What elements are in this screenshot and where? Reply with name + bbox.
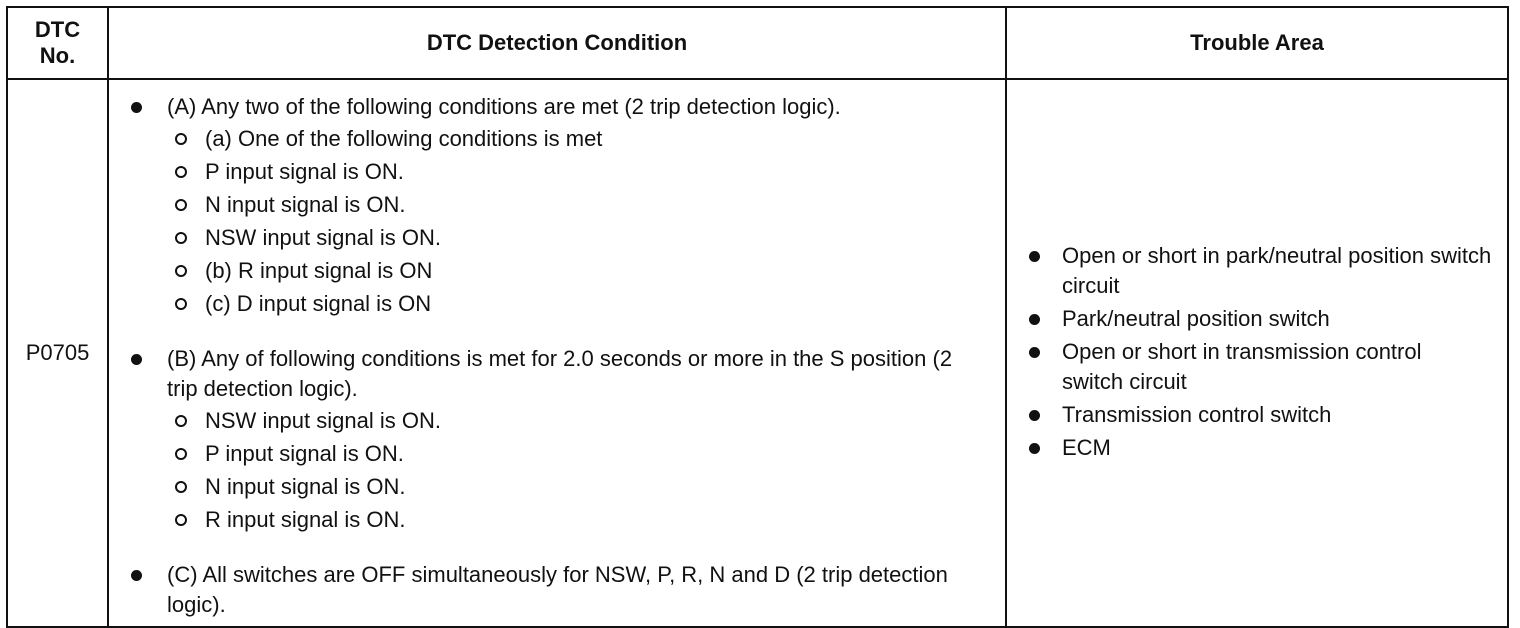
trouble-area-text: Park/neutral position switch xyxy=(1062,305,1330,331)
list-item xyxy=(1029,304,1497,334)
ring-bullet-icon xyxy=(175,199,187,211)
sub-condition: NSW input signal is ON. xyxy=(205,225,441,250)
condition-text: (C) All switches are OFF simultaneously for NSW, P, R, N and D (2 trip detection logic). xyxy=(167,562,948,617)
trouble-area-text: Open or short in transmission control switch circuit xyxy=(1062,338,1422,394)
ring-bullet-icon xyxy=(175,133,187,145)
sub-condition: P input signal is ON. xyxy=(205,159,404,184)
sub-condition: (a) One of the following conditions is met xyxy=(205,126,603,151)
header-trouble-area: Trouble Area xyxy=(1006,7,1508,79)
ring-bullet-icon xyxy=(175,265,187,277)
ring-bullet-icon xyxy=(175,232,187,244)
trouble-area-text: Open or short in park/neutral position switch circuit xyxy=(1062,242,1492,298)
header-detection-condition: DTC Detection Condition xyxy=(108,7,1006,79)
list-item xyxy=(1029,241,1497,301)
sub-condition: (c) D input signal is ON xyxy=(205,291,432,316)
condition-group-a xyxy=(131,92,995,320)
bullet-icon xyxy=(131,570,142,581)
ring-bullet-icon xyxy=(175,415,187,427)
header-dtc-no: DTC No. xyxy=(7,7,108,79)
sub-condition: R input signal is ON. xyxy=(205,507,406,532)
ring-bullet-icon xyxy=(175,298,187,310)
header-row xyxy=(7,7,1508,79)
trouble-area-text: ECM xyxy=(1062,434,1111,460)
list-item xyxy=(1029,433,1497,463)
condition-text: (A) Any two of the following conditions are met (2 trip detection logic). xyxy=(167,94,841,119)
ring-bullet-icon xyxy=(175,448,187,460)
condition-group-c xyxy=(131,560,995,620)
sub-condition: N input signal is ON. xyxy=(205,192,406,217)
sub-condition: NSW input signal is ON. xyxy=(205,408,441,433)
sub-condition: (b) R input signal is ON xyxy=(205,258,433,283)
bullet-icon xyxy=(1029,347,1040,358)
ring-bullet-icon xyxy=(175,166,187,178)
ring-bullet-icon xyxy=(175,481,187,493)
sub-condition: P input signal is ON. xyxy=(205,441,404,466)
dtc-table xyxy=(6,6,1509,628)
trouble-area-cell xyxy=(1006,79,1508,627)
list-item xyxy=(1029,400,1497,430)
bullet-icon xyxy=(131,354,142,365)
table-row xyxy=(7,79,1508,627)
condition-text: (B) Any of following conditions is met for 2.0 seconds or more in the S position (2 trip detection logic). xyxy=(167,346,953,401)
dtc-code: P0705 xyxy=(7,79,108,627)
detection-condition-cell xyxy=(108,79,1006,627)
bullet-icon xyxy=(131,102,142,113)
bullet-icon xyxy=(1029,443,1040,454)
bullet-icon xyxy=(1029,314,1040,325)
ring-bullet-icon xyxy=(175,514,187,526)
condition-group-b xyxy=(131,344,995,536)
bullet-icon xyxy=(1029,251,1040,262)
sub-condition: N input signal is ON. xyxy=(205,474,406,499)
trouble-area-text: Transmission control switch xyxy=(1062,401,1332,427)
list-item xyxy=(1029,337,1497,397)
bullet-icon xyxy=(1029,410,1040,421)
